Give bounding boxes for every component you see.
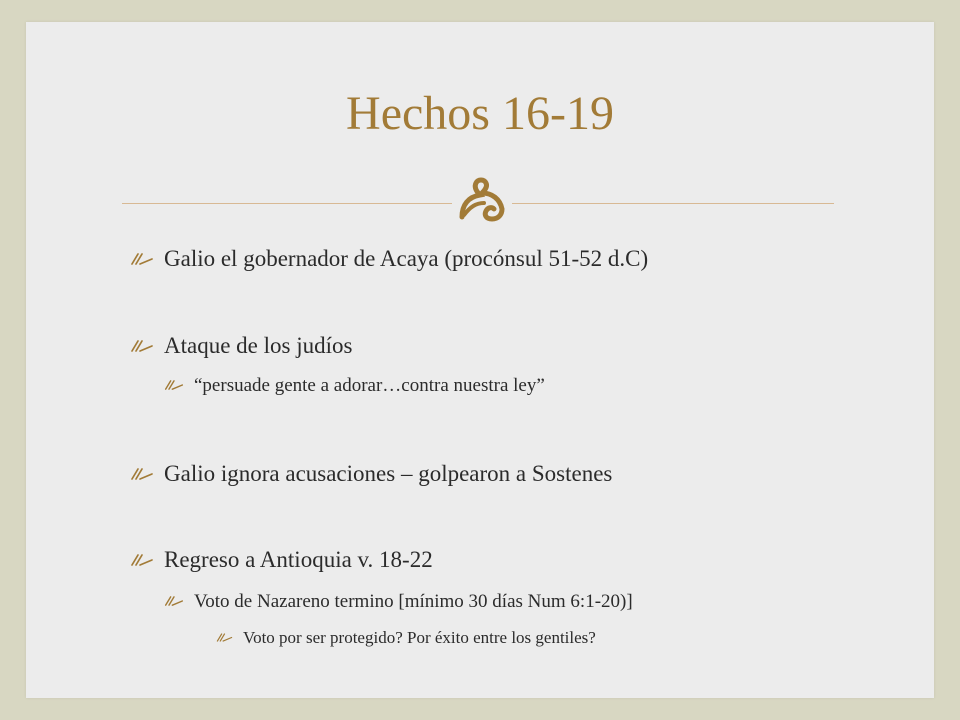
- bullet-item: [130, 246, 648, 272]
- double-arrow-bullet-icon: [130, 333, 154, 359]
- bullet-text: Voto por ser protegido? Por éxito entre los gentiles?: [243, 628, 596, 647]
- divider-left: [122, 203, 452, 204]
- double-arrow-bullet-icon: [130, 547, 154, 573]
- bullet-item: [130, 547, 433, 573]
- fleuron-icon: [452, 176, 512, 226]
- bullet-text: Regreso a Antioquia v. 18-22: [164, 547, 433, 572]
- double-arrow-bullet-icon: [130, 246, 154, 272]
- bullet-text: Galio el gobernador de Acaya (procónsul 51-52 d.C): [164, 246, 649, 271]
- bullet-text: Galio ignora acusaciones – golpearon a Sostenes: [164, 461, 613, 486]
- bullet-item: [130, 333, 352, 359]
- double-arrow-bullet-icon: [164, 375, 184, 397]
- slide-title: Hechos 16-19: [346, 87, 614, 140]
- bullet-text: “persuade gente a adorar…contra nuestra ley”: [194, 375, 545, 396]
- sub-sub-bullet-item: [216, 628, 596, 648]
- double-arrow-bullet-icon: [216, 628, 233, 648]
- bullet-text: Ataque de los judíos: [164, 333, 353, 358]
- sub-bullet-item: [164, 375, 545, 397]
- double-arrow-bullet-icon: [130, 461, 154, 487]
- divider-right: [512, 203, 834, 204]
- bullet-item: [130, 461, 612, 487]
- sub-bullet-item: [164, 591, 633, 613]
- double-arrow-bullet-icon: [164, 591, 184, 613]
- bullet-text: Voto de Nazareno termino [mínimo 30 días Num 6:1-20)]: [194, 591, 633, 612]
